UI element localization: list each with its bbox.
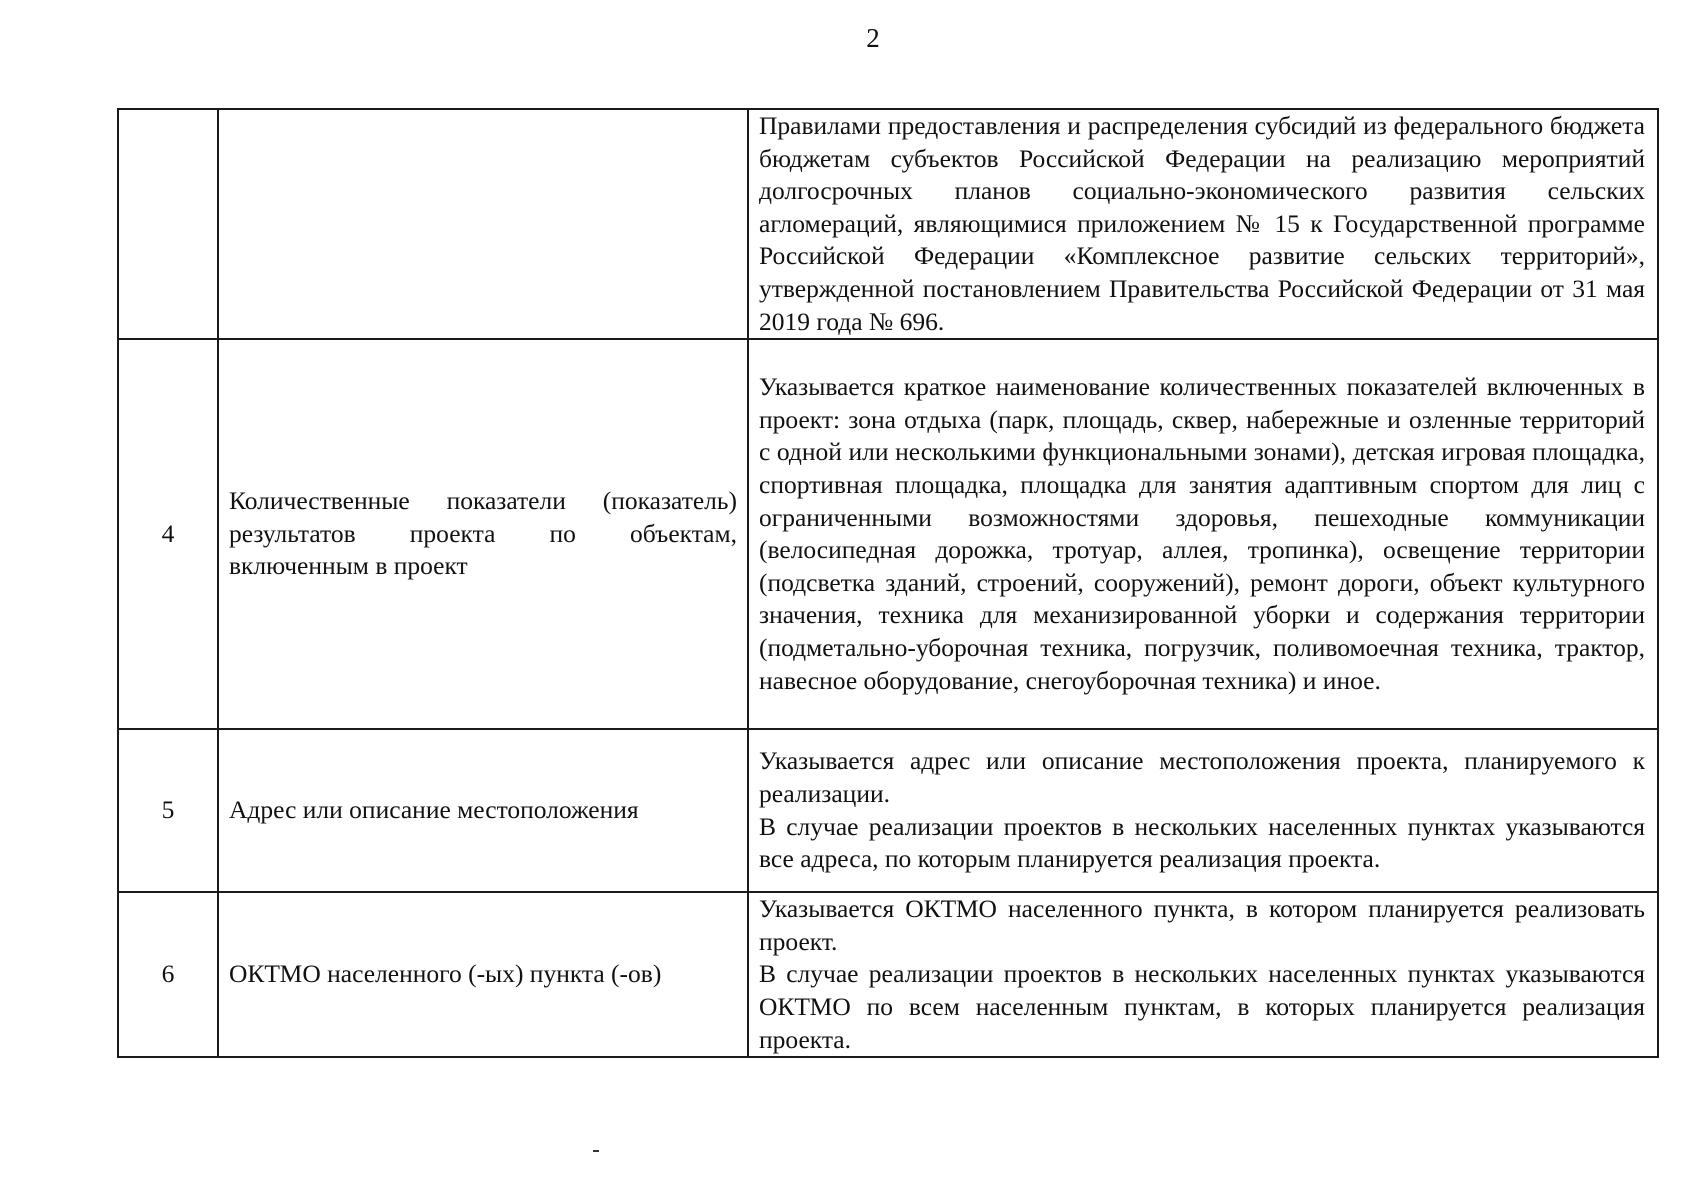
table-row	[118, 729, 1658, 892]
description-paragraph: Правилами предоставления и распределения субсидий из федерального бюджета бюджетам субъектов Российской Федерации на реализацию мероприятий долгосрочных планов социально-экономического развития сельских агломераций, являющимися приложением № 15 к Государственной программе Российской Федерации «Комплексное развитие сельских территорий», утвержденной постановлением Правительства Российской Федерации от 31 мая 2019 года № 696.	[759, 111, 1645, 336]
row-number: 6	[118, 892, 218, 1057]
description-paragraph: В случае реализации проектов в нескольких населенных пунктах указываются все адреса, по которым планируется реализация проекта.	[759, 811, 1645, 874]
row-description	[748, 339, 1658, 729]
description-paragraph: В случае реализации проектов в нескольких населенных пунктах указываются ОКТМО по всем населенным пунктам, в которых планируется реализация проекта.	[759, 959, 1645, 1054]
scan-mark	[593, 1150, 599, 1152]
row-description	[748, 892, 1658, 1057]
data-table	[117, 108, 1659, 1058]
page-number: 2	[866, 23, 880, 53]
table-row	[118, 892, 1658, 1057]
row-number: 5	[118, 729, 218, 892]
row-indicator-name: Адрес или описание местоположения	[218, 729, 748, 892]
row-indicator-name: ОКТМО населенного (-ых) пункта (-ов)	[218, 892, 748, 1057]
description-paragraph: Указывается краткое наименование количественных показателей включенных в проект: зона отдыха (парк, площадь, сквер, набережные и озленные территорий с одной или несколькими функциональными зонами), детская игровая площадка, спортивная площадка, площадка для занятия адаптивным спортом для лиц с ограниченными возможностями здоровья, пешеходные коммуникации (велосипедная дорожка, тротуар, аллея, тропинка), освещение территории (подсветка зданий, строений, сооружений), ремонт дороги, объект культурного значения, техника для механизированной уборки и содержания территории (подметально-уборочная техника, погрузчик, поливомоечная техника, трактор, навесное оборудование, снегоуборочная техника) и иное.	[759, 372, 1645, 695]
row-description	[748, 109, 1658, 339]
description-paragraph: Указывается ОКТМО населенного пункта, в котором планируется реализовать проект.	[759, 894, 1645, 956]
row-description	[748, 729, 1658, 892]
table-row	[118, 339, 1658, 729]
description-paragraph: Указывается адрес или описание местоположения проекта, планируемого к реализации.	[759, 746, 1645, 809]
row-number	[118, 109, 218, 339]
row-number: 4	[118, 339, 218, 729]
table-row	[118, 109, 1658, 339]
row-indicator-name	[218, 109, 748, 339]
row-indicator-name: Количественные показатели (показатель) результатов проекта по объектам, включенным в проект	[218, 339, 748, 729]
